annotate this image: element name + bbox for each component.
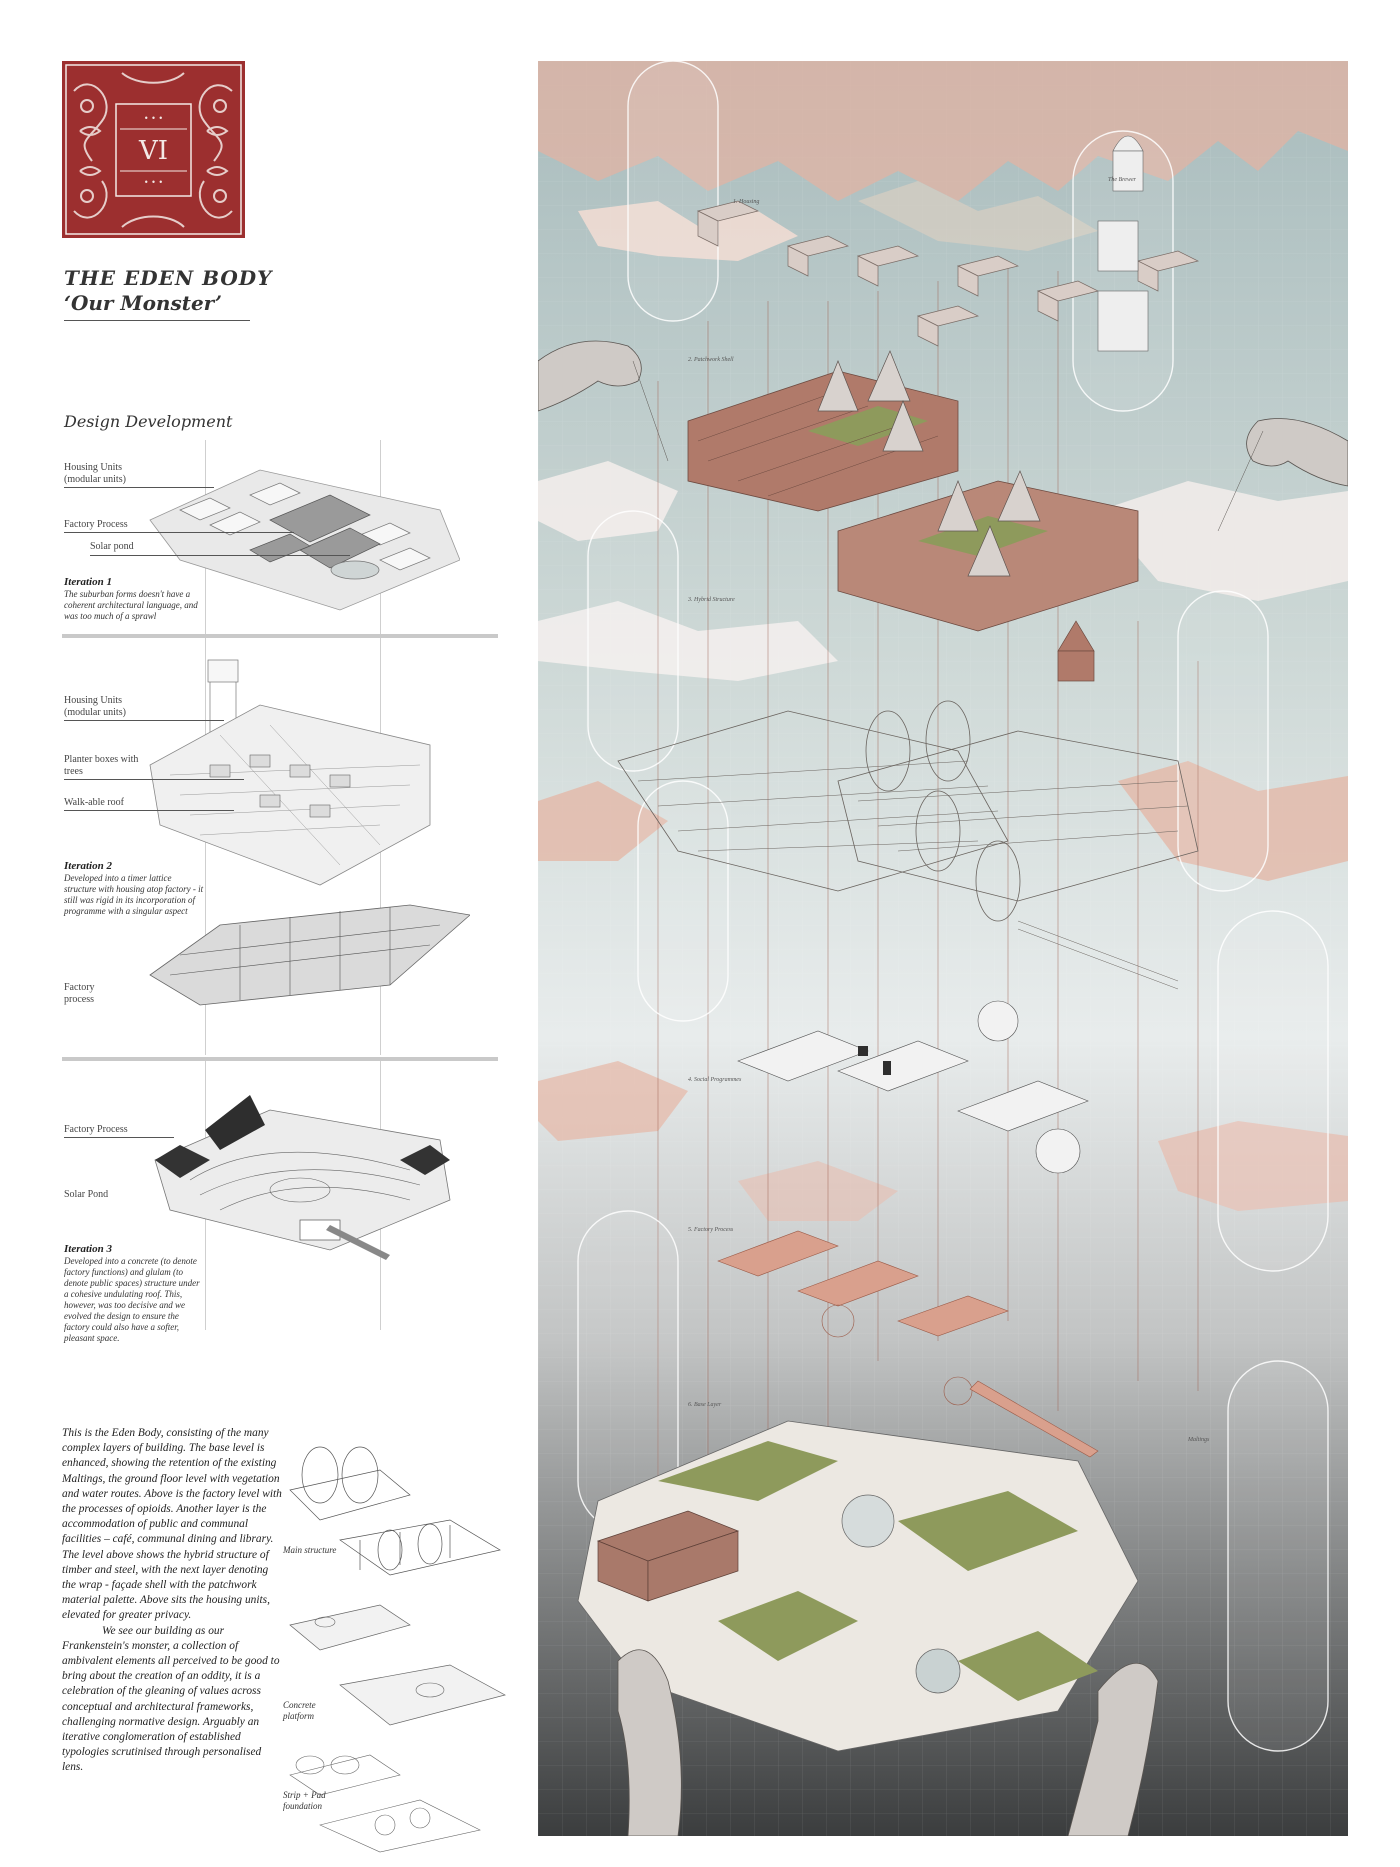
iteration3-axonometric — [150, 1090, 470, 1270]
essay-paragraph-1: This is the Eden Body, consisting of the many complex layers of building. The base level is enhanced, showing the retention of the existing Maltings, the ground floor level with vegetation and water routes. Above is the factory level with the processes of opioids. Another layer is the accommodation of public and communal facilities – café, communal dining and library. The level above shows the hybrid structure of timber and steel, with the next layer denoting the wrap - façade shell with the patchwork material palette. Above sits the housing units, elevated for greater privacy. — [62, 1427, 282, 1622]
iteration2-description: Developed into a timer lattice structure with housing atop factory - it still was rigid in its incorporation of programme with a singular aspect — [64, 873, 204, 916]
iteration1-description: The suburban forms doesn't have a coherent architectural language, and was too much of a sprawl — [64, 589, 198, 621]
design-development-heading: Design Development — [64, 412, 233, 431]
iteration2-leader-planters — [64, 779, 244, 780]
title-divider — [64, 320, 250, 321]
iteration1-leader-factory — [64, 532, 294, 533]
label-strip-pad-foundation: Strip + Pad foundation — [283, 1790, 326, 1811]
iteration2-label-housing: Housing Units (modular units) — [64, 695, 126, 718]
svg-text:• • •: • • • — [143, 114, 164, 123]
note-housing: 1. Housing — [733, 199, 760, 205]
project-subtitle: ‘Our Monster’ — [64, 291, 222, 315]
essay-paragraph-2: We see our building as our Frankenstein's monster, a collection of ambivalent elements all perceived to be good to bring about the creation of an oddity, it is a celebration of the gleaning of values across conceptual and architectural frameworks, challenging normative design. Arguably an iterative conglomeration of established typologies scrutinised through personalised lens. — [62, 1624, 280, 1774]
iteration3-title: Iteration 3 — [64, 1243, 112, 1255]
iteration2-axonometric — [140, 655, 470, 1035]
essay — [62, 1426, 282, 1776]
iteration1-leader-solar — [90, 555, 350, 556]
note-hybrid-structure: 3. Hybrid Structure — [688, 597, 735, 603]
note-the-brewer: The Brewer — [1108, 177, 1136, 183]
iteration2-label-factory: Factory process — [64, 982, 95, 1005]
iteration1-leader-housing — [64, 487, 214, 488]
note-patchwork-shell: 2. Patchwork Shell — [688, 357, 734, 363]
iteration3-label-factory: Factory Process — [64, 1124, 128, 1135]
roman-numeral: VI — [138, 136, 169, 166]
iteration2-label-planters: Planter boxes with trees — [64, 754, 139, 777]
note-social-programmes: 4. Social Programmes — [688, 1077, 742, 1083]
section-separator — [62, 634, 498, 638]
exploded-axonometric-illustration — [538, 61, 1348, 1836]
label-concrete-platform: Concrete platform — [283, 1700, 316, 1721]
section-separator — [62, 1057, 498, 1061]
iteration2-label-roof: Walk-able roof — [64, 797, 124, 808]
iteration1-label-housing: Housing Units (modular units) — [64, 462, 126, 485]
label-main-structure: Main structure — [283, 1545, 337, 1555]
note-factory-process: 5. Factory Process — [688, 1227, 734, 1233]
svg-text:• • •: • • • — [143, 178, 164, 187]
iteration1-label-factory: Factory Process — [64, 519, 128, 530]
iteration3-leader-factory — [64, 1137, 174, 1138]
iteration2-title: Iteration 2 — [64, 860, 112, 872]
iteration2-leader-housing — [64, 720, 224, 721]
iteration2-leader-roof — [64, 810, 234, 811]
note-base-layer: 6. Base Layer — [688, 1402, 722, 1408]
note-maltings: Maltings — [1188, 1437, 1210, 1443]
project-title: THE EDEN BODY — [64, 266, 273, 290]
iteration1-title: Iteration 1 — [64, 576, 112, 588]
roman-numeral-emblem — [62, 61, 245, 238]
iteration1-label-solar: Solar pond — [90, 541, 134, 552]
iteration3-description: Developed into a concrete (to denote factory functions) and glulam (to denote public spaces) structure under a cohesive undulating roof. This, however, was too decisive and we evolved the design to ensure the factory could also have a softer, pleasant space. — [64, 1256, 200, 1343]
iteration3-label-solar: Solar Pond — [64, 1189, 109, 1200]
